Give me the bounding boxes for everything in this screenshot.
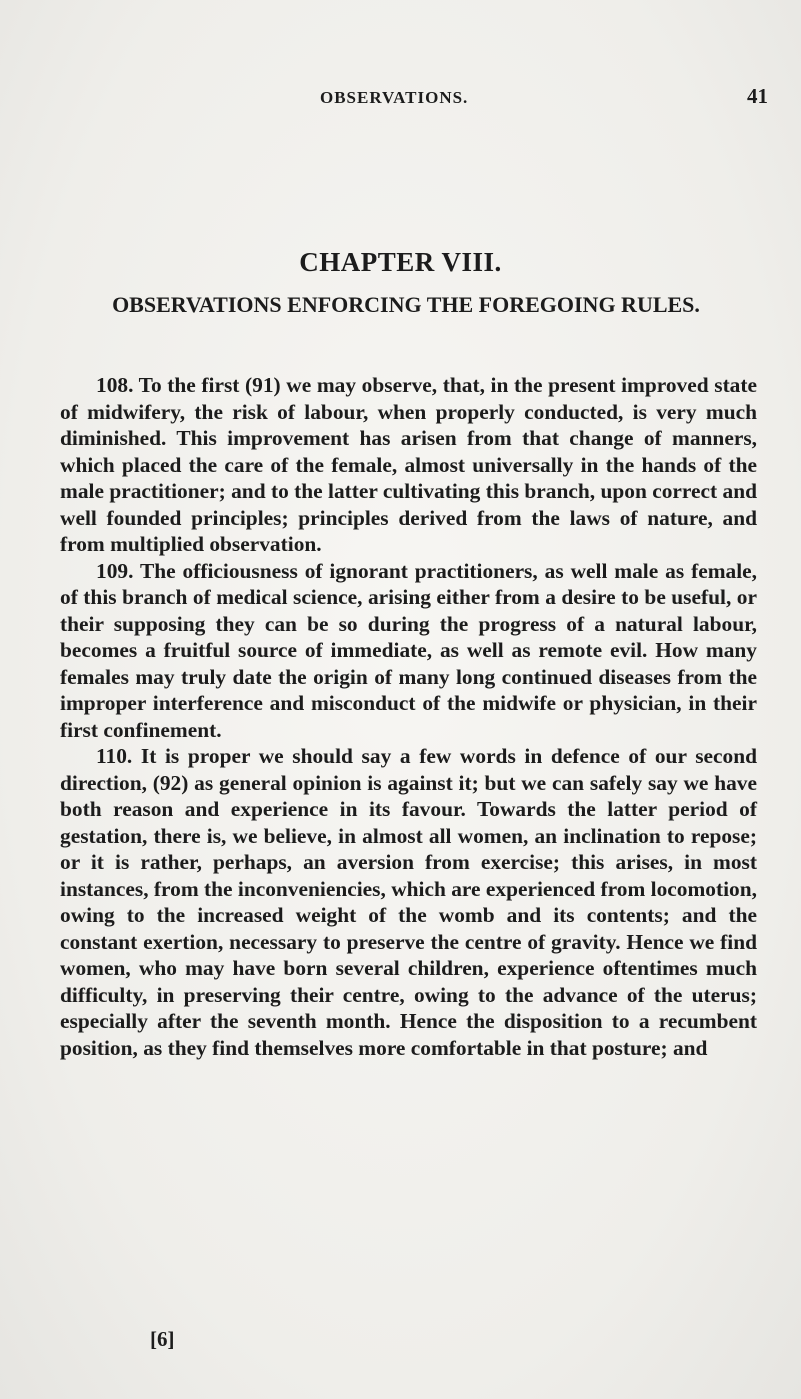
chapter-subtitle: OBSERVATIONS ENFORCING THE FOREGOING RULES. <box>112 292 700 317</box>
body-text <box>60 372 757 1061</box>
signature-mark: [6] <box>150 1327 175 1351</box>
paragraph-110: 110. It is proper we should say a few words in defence of our second direction, (92) as general opinion is against it; but we can safely say we have both reason and experience in its favour. Towards the latter period of gestation, there is, we believe, in almost all women, an inclination to repose; or it is rather, perhaps, an aversion from exercise; this arises, in most instances, from the inconveniencies, which are experienced from locomotion, owing to the increased weight of the womb and its contents; and the constant exertion, necessary to preserve the centre of gravity. Hence we find women, who may have born several children, experience oftentimes much difficulty, in preserving their centre, owing to the advance of the uterus; especially after the seventh month. Hence the disposition to a recumbent position, as they find themselves more comfortable in that posture; and <box>60 744 757 1060</box>
chapter-title: CHAPTER VIII. <box>299 247 502 277</box>
paragraph-108: 108. To the first (91) we may observe, that, in the present improved state of midwifery, the risk of labour, when properly conducted, is very much diminished. This improvement has arisen from that change of manners, which placed the care of the female, almost universally in the hands of the male practitioner; and to the latter cultivating this branch, upon correct and well founded principles; principles derived from the laws of nature, and from multiplied observation. <box>60 373 757 556</box>
running-head: OBSERVATIONS. <box>320 88 469 107</box>
paragraph-109: 109. The officiousness of ignorant practitioners, as well male as female, of this branch of medical science, arising either from a desire to be useful, or their supposing they can be so during the progress of a natural labour, becomes a fruitful source of immediate, as well as remote evil. How many females may truly date the origin of many long continued diseases from the improper interference and misconduct of the midwife or physician, in their first confinement. <box>60 558 757 742</box>
page-number: 41 <box>747 84 768 108</box>
